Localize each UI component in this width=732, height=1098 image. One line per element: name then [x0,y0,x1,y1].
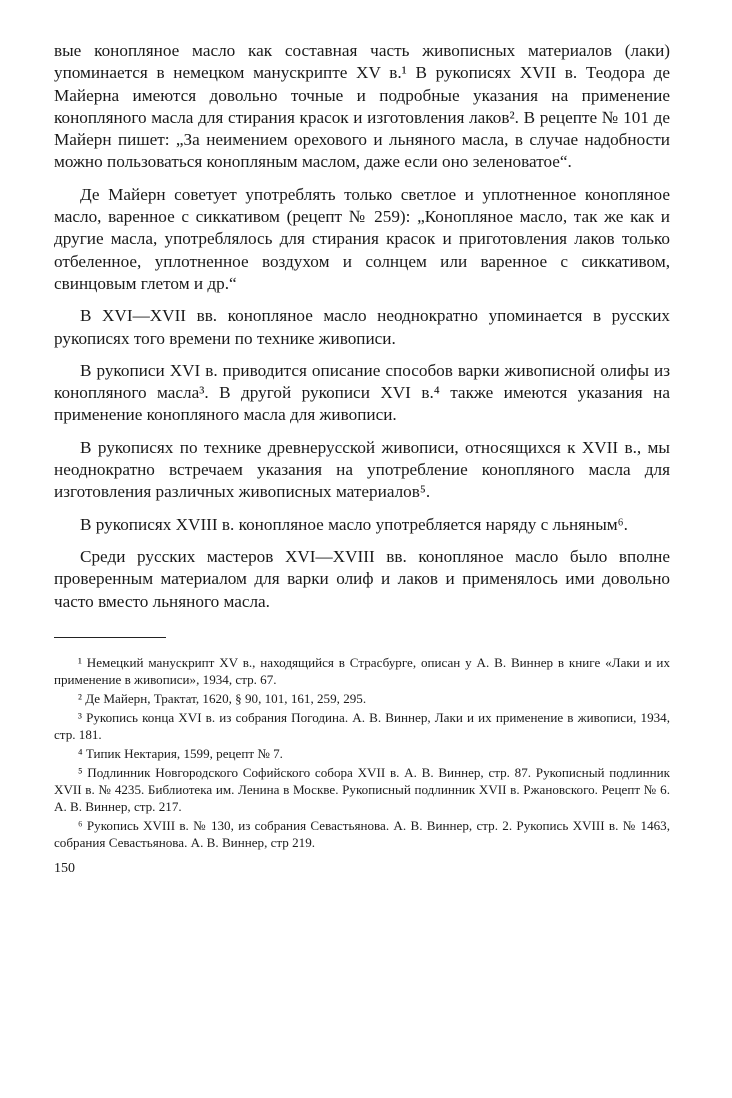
paragraph-4: В рукописи XVI в. приводится описание способов варки живописной олифы из конопляного масла³. В другой рукописи XVI в.⁴ также имеются указания на применение конопляного масла для живописи. [54,360,670,425]
footnote-divider [54,637,166,638]
footnote-6: ⁶ Рукопись XVIII в. № 130, из собрания Севастьянова. А. В. Виннер, стр. 2. Рукопись XVIII в. № 1463, собрания Севастьянова. А. В. Виннер, стр 219. [54,817,670,850]
footnotes [54,654,670,851]
footnote-2: ² Де Майерн, Трактат, 1620, § 90, 101, 161, 259, 295. [78,690,367,706]
page-number: 150 [54,860,75,876]
footnote-3: ³ Рукопись конца XVI в. из собрания Погодина. А. В. Виннер, Лаки и их применение в живописи, 1934, стр. 181. [54,709,670,742]
paragraph-2: Де Майерн советует употреблять только светлое и уплотненное конопляное масло, варенное с сиккативом (рецепт № 259): „Конопляное масло, так же как и другие масла, употреблялось для стирания красок и приготовления лаков только отбеленное, уплотненное воздухом и солнцем или варенное с сиккативом, свинцовым глетом и др.“ [54,184,670,293]
paragraph-7: Среди русских мастеров XVI—XVIII вв. конопляное масло было вполне проверенным материалом для варки олиф и лаков и применялось ими довольно часто вместо льняного масла. [54,546,670,611]
paragraph-6: В рукописях XVIII в. конопляное масло употребляется наряду с льняным⁶. [80,514,628,534]
paragraph-1: вые конопляное масло как составная часть живописных материалов (лаки) упоминается в немецком манускрипте XV в.¹ В рукописях XVII в. Теодора де Майерна имеются довольно точные и подробные указания на применение конопляного масла для стирания красок и изготовления лаков². В рецепте № 101 де Майерн пишет: „За неимением орехового и льняного масла, в случае надобности можно пользоваться конопляным маслом, даже если оно зеленоватое“. [54,41,670,172]
footnote-4: ⁴ Типик Нектария, 1599, рецепт № 7. [78,745,283,761]
footnote-5: ⁵ Подлинник Новгородского Софийского собора XVII в. А. В. Виннер, стр. 87. Рукописный подлинник XVII в. № 4235. Библиотека им. Ленина в Москве. Рукописный подлинник XVII в. Ржановского. Рецепт № 6. А. В. Виннер, стр. 217. [54,764,670,814]
paragraph-5: В рукописях по технике древнерусской живописи, относящихся к XVII в., мы неоднократно встречаем указания на употребление конопляного масла для изготовления различных живописных материалов⁵. [54,437,670,502]
body-text [54,40,670,613]
paragraph-3: В XVI—XVII вв. конопляное масло неоднократно упоминается в русских рукописях того времени по технике живописи. [54,306,670,348]
document-page [54,40,670,877]
footnote-1: ¹ Немецкий манускрипт XV в., находящийся в Страсбурге, описан у А. В. Виннер в книге «Лаки и их применение в живописи», 1934, стр. 67. [54,654,670,687]
